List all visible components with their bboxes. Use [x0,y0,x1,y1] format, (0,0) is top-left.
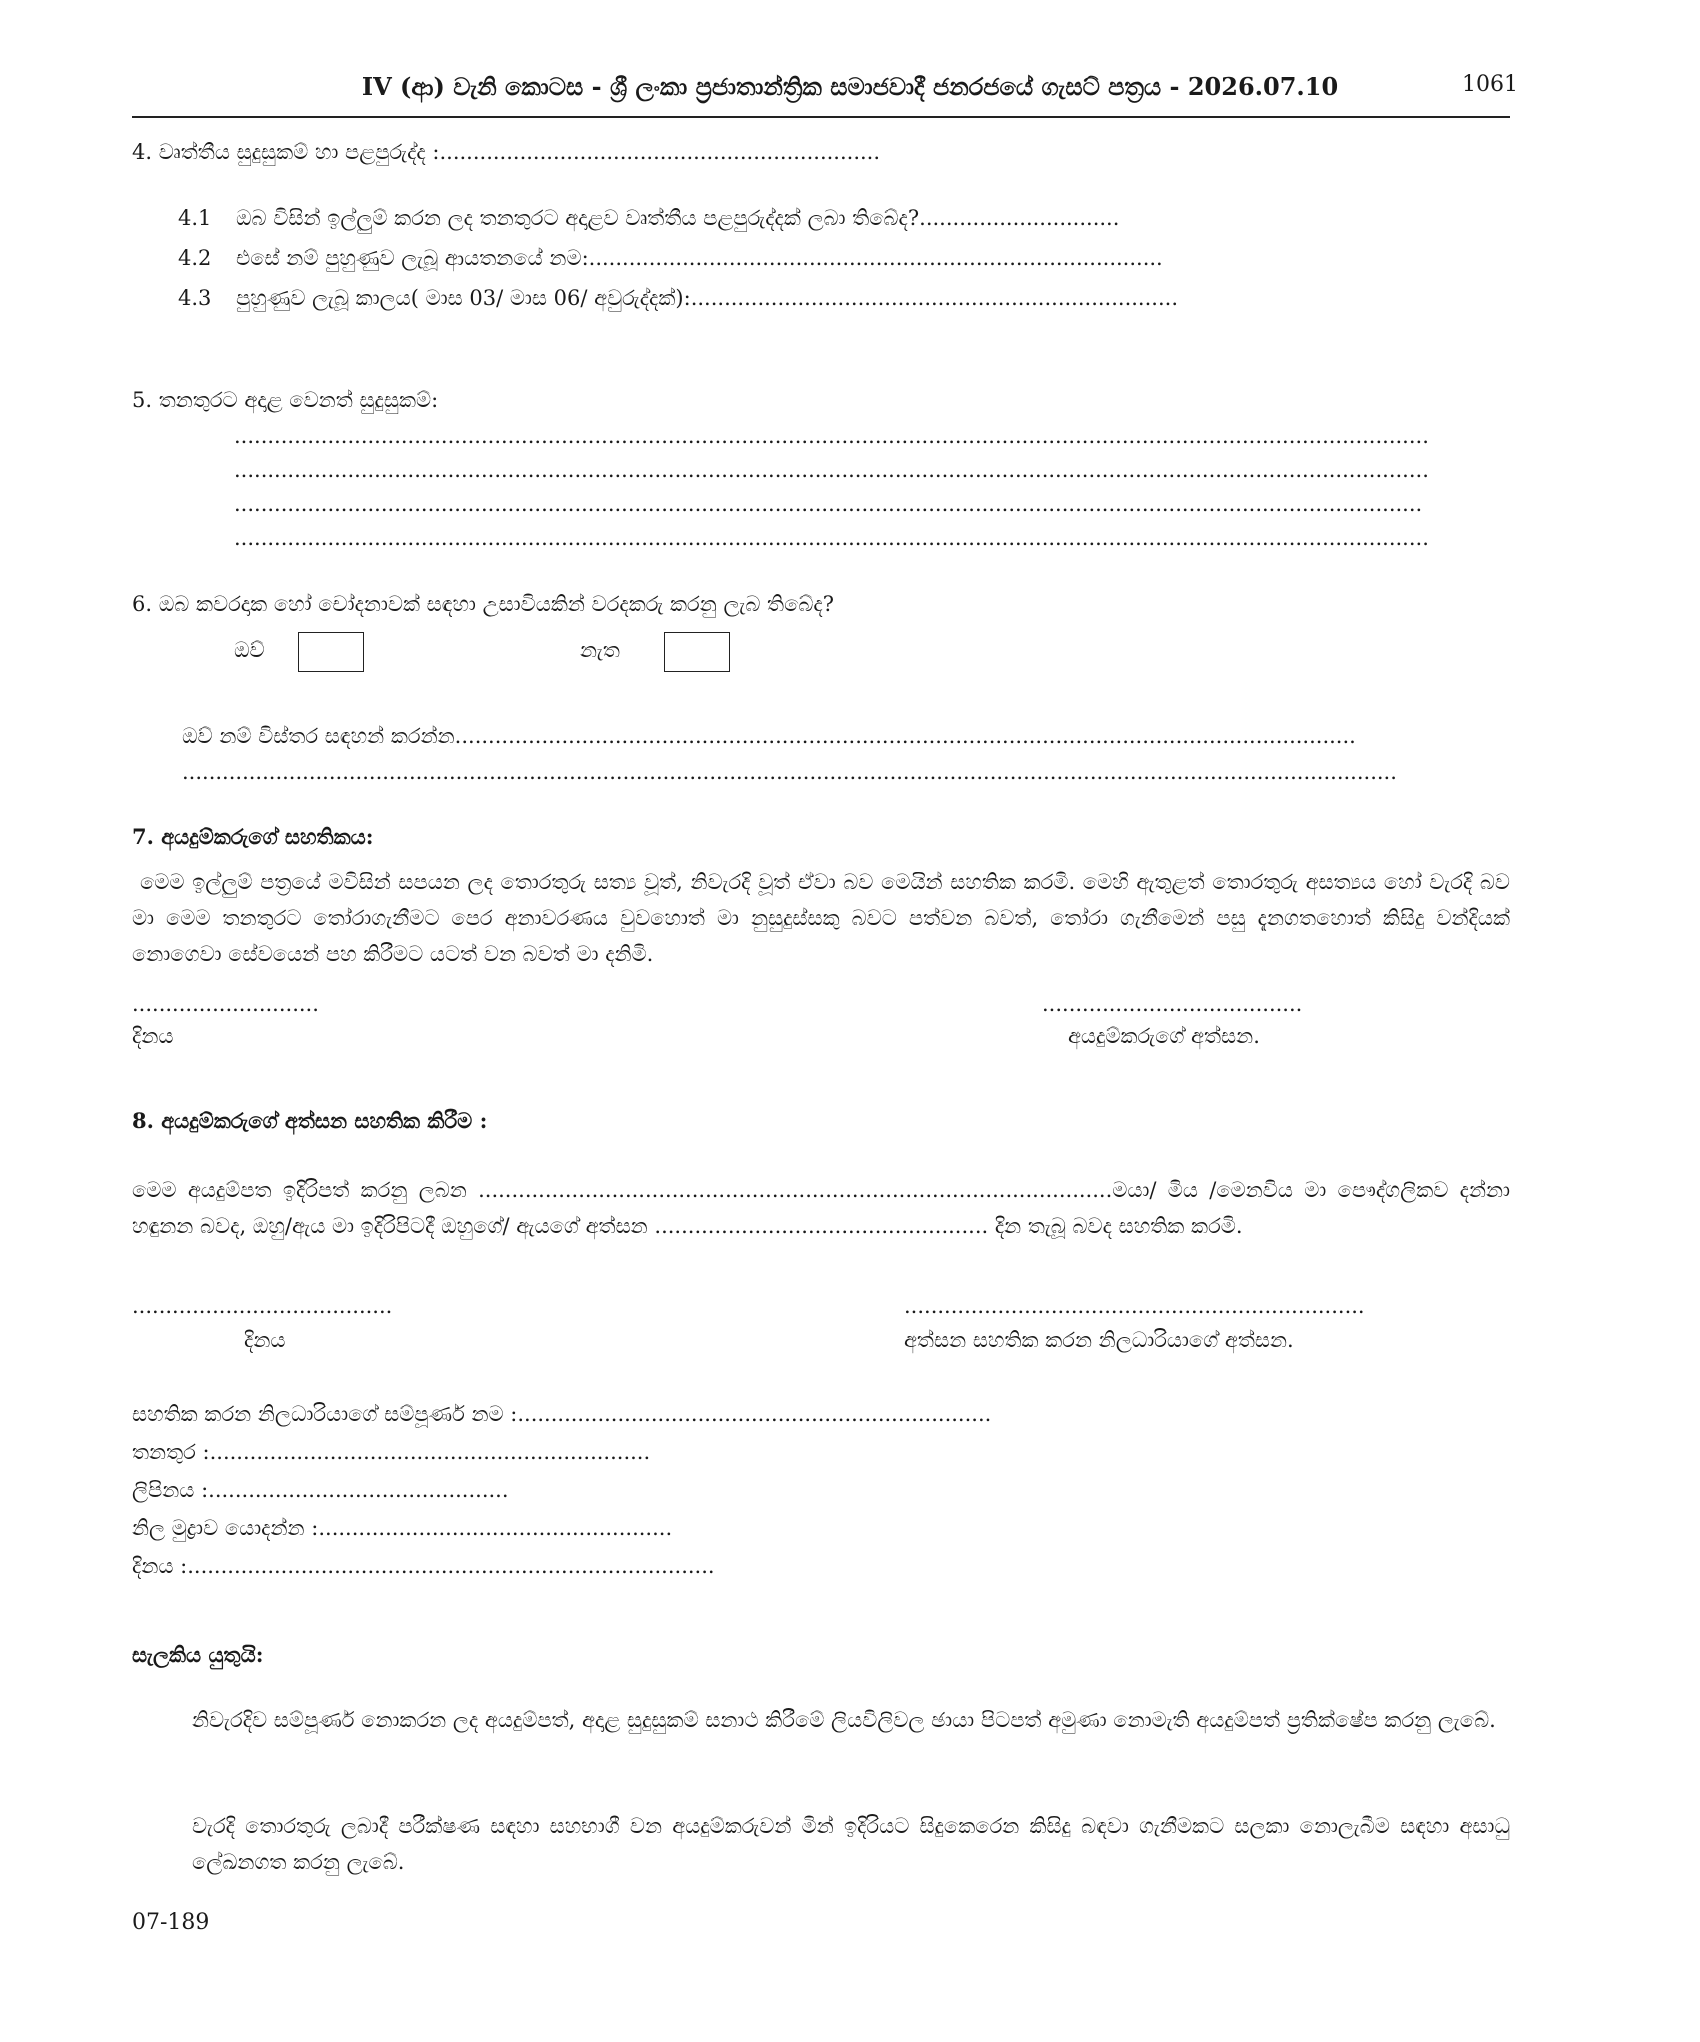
section-5-line-1: ................................................................................................................................................................................... [234,424,1429,448]
section-4-1-number: 4.1 [178,206,212,230]
section-5-line-2: ................................................................................................................................................................................... [234,458,1429,482]
yes-label: ඔව් [234,638,265,662]
section-4-3-question: පුහුණුව ලැබූ කාලය( මාස 03/ මාස 06/ අවුරුද්දක්):......................................................................... [236,286,1178,310]
section-4-3-number: 4.3 [178,286,212,310]
section-4-title: 4. වෘත්තීය සුදුසුකම් හා පළපුරුද්ද :.................................................................. [132,140,881,164]
section-5-line-4: ................................................................................................................................................................................... [234,526,1429,550]
officer-signature-label: අත්සන සහතික කරන නිලධාරියාගේ අත්සන. [904,1328,1294,1352]
official-stamp-field: නිල මුද්‍රාව යොදන්න :..................................................... [132,1516,673,1540]
officer-address-field: ලිපිනය :............................................. [132,1478,509,1502]
section-7-title: 7. අයදුම්කරුගේ සහතිකය: [132,824,374,849]
officer-signature-line: ..................................................................... [904,1294,1365,1318]
section-7-declaration: මෙම ඉල්ලුම් පත්‍රයේ මවිසින් සපයන ලද තොරතුරු සත්‍ය වූත්, නිවැරදි වූත් ඒවා බව මෙයින් සහතික කරමි. මෙහි ඇතුළත් තොරතුරු අසත්‍යය හෝ වැරදි බව මා මෙම තනතුරට තෝරාගැනීමට පෙර අනාවරණය වුවහොත් මා නුසුදුස්සකු බවට පත්වන බවත්, තෝරා ගැනීමෙන් පසු දැනගතහොත් කිසිදු වන්දියක් නොගෙවා සේවයෙන් පහ කිරීමට යටත් වන බවත් මා දනිමි. [132,870,1510,966]
officer-designation-field: තනතුර :.................................................................. [132,1440,651,1464]
details-line-2: ...................................................................................................................................................................................... [182,760,1397,784]
no-checkbox[interactable] [664,632,730,672]
officer-full-name-field: සහතික කරන නිලධාරියාගේ සම්පූර්ණ නම :....................................................................... [132,1402,992,1426]
officer-date-line: ....................................... [132,1294,393,1318]
notes-paragraph-1: නිවැරදිව සම්පූර්ණ නොකරන ලද අයදුම්පත්, අදාළ සුදුසුකම් සනාථ කිරීමේ ලියවිලිවල ඡායා පිටපත් අමුණා නොමැති අයදුම්පත් ප්‍රතික්ෂේප කරනු ලැබේ. [192,1708,1496,1732]
applicant-date-label: දිනය [132,1024,174,1048]
yes-checkbox[interactable] [298,632,364,672]
notes-title: සැලකිය යුතුයි: [132,1642,264,1667]
section-5-title: 5. තනතුරට අදාළ වෙනත් සුදුසුකම්: [132,388,439,412]
section-8-title: 8. අයදුම්කරුගේ අත්සන සහතික කිරීම : [132,1108,488,1133]
notes-paragraph-2: වැරදි තොරතුරු ලබාදී පරීක්ෂණ සඳහා සහභාගී වන අයදුම්කරුවන් මින් ඉදිරියට සිදුකෙරෙන කිසිදු බඳවා ගැනීමකට සලකා නොලැබීම සඳහා අසාධු ලේඛනගත කරනු ලැබේ. [192,1814,1510,1874]
section-4-1-question: ඔබ විසින් ඉල්ලුම් කරන ලද තනතුරට අදාළව වෘත්තීය පළපුරුද්දක් ලබා තිබේද?.............................. [236,206,1120,230]
applicant-date-line: ............................ [132,992,319,1016]
header-divider [132,116,1510,118]
section-6-question: 6. ඔබ කවරදාක හෝ චෝදනාවක් සඳහා උසාවියකින් වරදකරු කරනු ලැබ තිබේද? [132,592,834,616]
section-4-2-question: එසේ නම් පුහුණුව ලැබූ ආයතනයේ නම:...................................................................................... [236,246,1163,270]
footer-code: 07-189 [132,1910,210,1935]
officer-date-field: දිනය :............................................................................... [132,1554,715,1578]
applicant-signature-line: ....................................... [1042,992,1303,1016]
section-8-attestation: මෙම අයදුම්පත ඉදිරිපත් කරනු ලබන ...............................................................................................මයා/ මිය /මෙනවිය මා පෞද්ගලිකව දන්නා හඳුනන බවද, ඔහු/ඇය මා ඉදිරිපිටදී ඔහුගේ/ ඇයගේ අත්සන .................................................. දින තැබූ බවද සහතික කරමි. [132,1178,1510,1238]
gazette-header-title: IV (ආ) වැනි කොටස - ශ්‍රී ලංකා ප්‍රජාතාන්ත්‍රික සමාජවාදී ජනරජයේ ගැසට් පත්‍රය - 2026.07.10 [361,72,1339,101]
officer-date-label: දිනය [244,1328,286,1352]
section-5-line-3: .................................................................................................................................................................................. [234,492,1423,516]
no-label: නැත [580,638,620,662]
details-label: ඔව් නම් විස්තර සඳහන් කරන්න....................................................................................................................................... [182,724,1356,748]
section-4-2-number: 4.2 [178,246,212,270]
applicant-signature-label: අයදුම්කරුගේ අත්සන. [1068,1024,1260,1048]
page-number: 1061 [1462,72,1518,97]
